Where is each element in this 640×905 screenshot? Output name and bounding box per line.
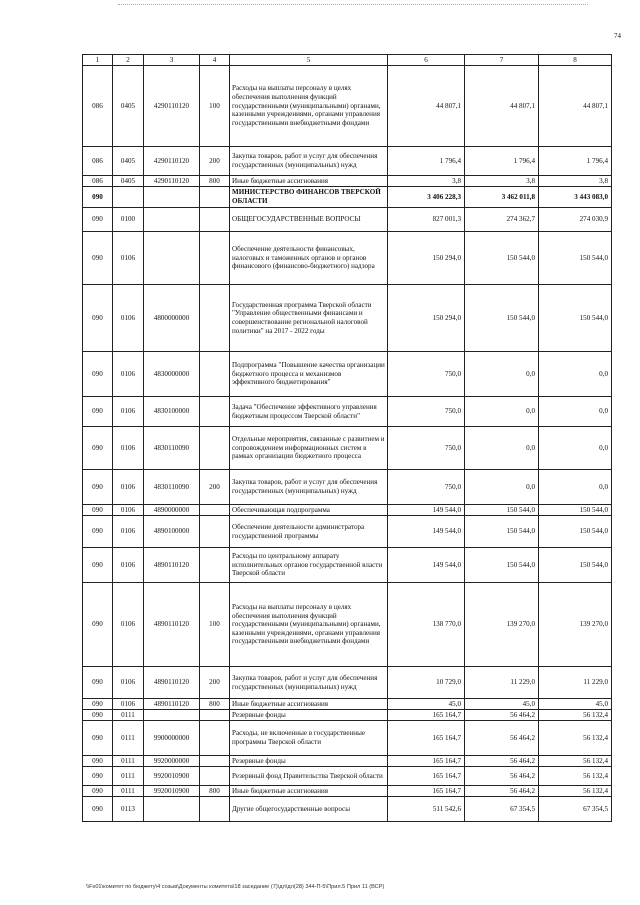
section-cell: 0405 <box>113 66 144 147</box>
amount-year3-cell: 150 544,0 <box>539 505 612 516</box>
amount-year2-cell: 150 544,0 <box>465 285 539 352</box>
section-cell: 0106 <box>113 699 144 710</box>
target-code-cell: 4890110120 <box>144 699 200 710</box>
target-code-cell: 4890000000 <box>144 505 200 516</box>
code-cell: 086 <box>83 147 113 176</box>
section-cell: 0405 <box>113 147 144 176</box>
expense-type-cell: 800 <box>200 786 230 797</box>
expense-type-cell: 800 <box>200 699 230 710</box>
section-cell: 0106 <box>113 232 144 285</box>
code-cell: 090 <box>83 208 113 232</box>
budget-table <box>82 54 612 822</box>
code-cell: 090 <box>83 505 113 516</box>
table-row <box>83 721 612 756</box>
amount-year1-cell: 750,0 <box>388 470 465 505</box>
table-body <box>83 55 612 822</box>
column-header: 1 <box>83 55 113 66</box>
table-row <box>83 352 612 397</box>
section-cell: 0100 <box>113 208 144 232</box>
amount-year1-cell: 149 544,0 <box>388 516 465 548</box>
section-cell <box>113 187 144 208</box>
column-header: 2 <box>113 55 144 66</box>
amount-year3-cell: 150 544,0 <box>539 285 612 352</box>
amount-year2-cell: 0,0 <box>465 352 539 397</box>
column-header: 7 <box>465 55 539 66</box>
expense-type-cell <box>200 352 230 397</box>
amount-year3-cell: 0,0 <box>539 470 612 505</box>
code-cell: 090 <box>83 756 113 767</box>
code-cell: 090 <box>83 767 113 786</box>
section-cell: 0111 <box>113 767 144 786</box>
table-row <box>83 176 612 187</box>
amount-year1-cell: 150 294,0 <box>388 285 465 352</box>
item-name-cell: Иные бюджетные ассигнования <box>230 176 388 187</box>
section-cell: 0111 <box>113 710 144 721</box>
section-cell: 0106 <box>113 548 144 583</box>
section-cell: 0111 <box>113 756 144 767</box>
target-code-cell: 4830000000 <box>144 352 200 397</box>
code-cell: 086 <box>83 176 113 187</box>
item-name-cell: Закупка товаров, работ и услуг для обеспечения государственных (муниципальных) нужд <box>230 147 388 176</box>
table-row <box>83 767 612 786</box>
item-name-cell: Обеспечивающая подпрограмма <box>230 505 388 516</box>
item-name-cell: Обеспечение деятельности администратора государственной программы <box>230 516 388 548</box>
target-code-cell: 9920000000 <box>144 756 200 767</box>
amount-year3-cell: 67 354,5 <box>539 797 612 822</box>
amount-year3-cell: 56 132,4 <box>539 786 612 797</box>
target-code-cell: 9900000000 <box>144 721 200 756</box>
target-code-cell <box>144 797 200 822</box>
code-cell: 090 <box>83 285 113 352</box>
amount-year3-cell: 3 443 083,0 <box>539 187 612 208</box>
amount-year2-cell: 150 544,0 <box>465 548 539 583</box>
item-name-cell: Расходы на выплаты персоналу в целях обеспечения выполнения функций государственными (муниципальными) органами, казенными учреждениями, органами управления государственными внебюджетными фондами <box>230 583 388 667</box>
table-row <box>83 710 612 721</box>
item-name-cell: Иные бюджетные ассигнования <box>230 699 388 710</box>
amount-year2-cell: 3 462 011,8 <box>465 187 539 208</box>
table-row <box>83 208 612 232</box>
target-code-cell: 4290110120 <box>144 66 200 147</box>
amount-year1-cell: 750,0 <box>388 427 465 470</box>
expense-type-cell <box>200 710 230 721</box>
expense-type-cell <box>200 285 230 352</box>
amount-year1-cell: 827 001,3 <box>388 208 465 232</box>
code-cell: 090 <box>83 786 113 797</box>
section-cell: 0106 <box>113 667 144 699</box>
amount-year3-cell: 45,0 <box>539 699 612 710</box>
item-name-cell: Государственная программа Тверской области "Управление общественными финансами и совершенствование региональной налоговой политики" на 2017 - 2022 годы <box>230 285 388 352</box>
section-cell: 0106 <box>113 352 144 397</box>
code-cell: 090 <box>83 699 113 710</box>
section-cell: 0405 <box>113 176 144 187</box>
amount-year3-cell: 150 544,0 <box>539 232 612 285</box>
table-row <box>83 147 612 176</box>
table-row <box>83 667 612 699</box>
target-code-cell <box>144 208 200 232</box>
column-header: 8 <box>539 55 612 66</box>
table-row <box>83 66 612 147</box>
expense-type-cell: 800 <box>200 176 230 187</box>
section-cell: 0106 <box>113 470 144 505</box>
expense-type-cell <box>200 232 230 285</box>
item-name-cell: Расходы на выплаты персоналу в целях обеспечения выполнения функций государственными (муниципальными) органами, казенными учреждениями, органами управления государственными внебюджетными фондами <box>230 66 388 147</box>
expense-type-cell: 200 <box>200 147 230 176</box>
expense-type-cell <box>200 797 230 822</box>
amount-year1-cell: 1 796,4 <box>388 147 465 176</box>
column-header: 3 <box>144 55 200 66</box>
amount-year3-cell: 56 132,4 <box>539 710 612 721</box>
amount-year3-cell: 3,8 <box>539 176 612 187</box>
section-cell: 0106 <box>113 397 144 427</box>
section-cell: 0106 <box>113 285 144 352</box>
amount-year2-cell: 150 544,0 <box>465 232 539 285</box>
expense-type-cell <box>200 721 230 756</box>
amount-year2-cell: 44 807,1 <box>465 66 539 147</box>
amount-year2-cell: 0,0 <box>465 427 539 470</box>
expense-type-cell <box>200 516 230 548</box>
expense-type-cell <box>200 187 230 208</box>
item-name-cell: Закупка товаров, работ и услуг для обеспечения государственных (муниципальных) нужд <box>230 667 388 699</box>
target-code-cell: 9920010900 <box>144 767 200 786</box>
table-row <box>83 786 612 797</box>
amount-year3-cell: 56 132,4 <box>539 756 612 767</box>
target-code-cell: 4890100000 <box>144 516 200 548</box>
item-name-cell: Задача "Обеспечение эффективного управления бюджетным процессом Тверской области" <box>230 397 388 427</box>
target-code-cell: 4800000000 <box>144 285 200 352</box>
amount-year2-cell: 139 270,0 <box>465 583 539 667</box>
amount-year2-cell: 274 362,7 <box>465 208 539 232</box>
target-code-cell <box>144 232 200 285</box>
code-cell: 090 <box>83 427 113 470</box>
section-cell: 0113 <box>113 797 144 822</box>
amount-year2-cell: 56 464,2 <box>465 721 539 756</box>
code-cell: 090 <box>83 352 113 397</box>
code-cell: 090 <box>83 470 113 505</box>
code-cell: 090 <box>83 516 113 548</box>
target-code-cell: 4890110120 <box>144 583 200 667</box>
file-path-footer: \\Fs01\комитет по бюджету\4 созыв\Документы комитета\18 заседание (7)\дл\дл(28) 344-П-5\Прил.5 Прил 11 (ВСР) <box>86 884 385 890</box>
amount-year2-cell: 150 544,0 <box>465 505 539 516</box>
amount-year3-cell: 0,0 <box>539 352 612 397</box>
amount-year1-cell: 165 164,7 <box>388 756 465 767</box>
item-name-cell: Расходы, не включенные в государственные программы Тверской области <box>230 721 388 756</box>
target-code-cell: 4890110120 <box>144 548 200 583</box>
amount-year2-cell: 56 464,2 <box>465 756 539 767</box>
table-row <box>83 427 612 470</box>
table-row <box>83 187 612 208</box>
section-cell: 0111 <box>113 786 144 797</box>
amount-year1-cell: 750,0 <box>388 352 465 397</box>
table-row <box>83 285 612 352</box>
target-code-cell <box>144 710 200 721</box>
table-row <box>83 583 612 667</box>
item-name-cell: Резервные фонды <box>230 756 388 767</box>
expense-type-cell <box>200 397 230 427</box>
amount-year3-cell: 0,0 <box>539 427 612 470</box>
target-code-cell: 4830110090 <box>144 470 200 505</box>
amount-year1-cell: 165 164,7 <box>388 767 465 786</box>
amount-year1-cell: 511 542,6 <box>388 797 465 822</box>
column-header: 4 <box>200 55 230 66</box>
amount-year1-cell: 165 164,7 <box>388 786 465 797</box>
amount-year3-cell: 0,0 <box>539 397 612 427</box>
expense-type-cell <box>200 756 230 767</box>
amount-year3-cell: 11 229,0 <box>539 667 612 699</box>
amount-year1-cell: 44 807,1 <box>388 66 465 147</box>
amount-year3-cell: 56 132,4 <box>539 767 612 786</box>
amount-year1-cell: 3 406 228,3 <box>388 187 465 208</box>
amount-year2-cell: 150 544,0 <box>465 516 539 548</box>
item-name-cell: Подпрограмма "Повышение качества организации бюджетного процесса и механизмов эффективного бюджетирования" <box>230 352 388 397</box>
target-code-cell: 9920010900 <box>144 786 200 797</box>
expense-type-cell <box>200 427 230 470</box>
page-number: 74 <box>614 32 621 40</box>
code-cell: 090 <box>83 721 113 756</box>
expense-type-cell: 200 <box>200 470 230 505</box>
amount-year2-cell: 0,0 <box>465 397 539 427</box>
section-cell: 0106 <box>113 505 144 516</box>
amount-year1-cell: 138 770,0 <box>388 583 465 667</box>
item-name-cell: Отдельные мероприятия, связанные с развитием и сопровождением информационных систем в рамках организации бюджетного процесса <box>230 427 388 470</box>
amount-year2-cell: 0,0 <box>465 470 539 505</box>
column-header: 5 <box>230 55 388 66</box>
amount-year2-cell: 1 796,4 <box>465 147 539 176</box>
section-cell: 0106 <box>113 583 144 667</box>
item-name-cell: Расходы по центральному аппарату исполнительных органов государственной власти Тверской области <box>230 548 388 583</box>
amount-year3-cell: 139 270,0 <box>539 583 612 667</box>
code-cell: 090 <box>83 797 113 822</box>
expense-type-cell: 100 <box>200 583 230 667</box>
amount-year2-cell: 56 464,2 <box>465 767 539 786</box>
amount-year1-cell: 150 294,0 <box>388 232 465 285</box>
expense-type-cell: 100 <box>200 66 230 147</box>
amount-year1-cell: 3,8 <box>388 176 465 187</box>
item-name-cell: Другие общегосударственные вопросы <box>230 797 388 822</box>
amount-year2-cell: 11 229,0 <box>465 667 539 699</box>
expense-type-cell: 200 <box>200 667 230 699</box>
table-row <box>83 516 612 548</box>
amount-year1-cell: 149 544,0 <box>388 548 465 583</box>
expense-type-cell <box>200 208 230 232</box>
table-row <box>83 797 612 822</box>
amount-year3-cell: 150 544,0 <box>539 548 612 583</box>
item-name-cell: Резервные фонды <box>230 710 388 721</box>
code-cell: 090 <box>83 548 113 583</box>
amount-year2-cell: 45,0 <box>465 699 539 710</box>
amount-year2-cell: 56 464,2 <box>465 710 539 721</box>
column-number-row <box>83 55 612 66</box>
code-cell: 090 <box>83 232 113 285</box>
code-cell: 086 <box>83 66 113 147</box>
amount-year1-cell: 10 729,0 <box>388 667 465 699</box>
code-cell: 090 <box>83 583 113 667</box>
table-row <box>83 548 612 583</box>
amount-year1-cell: 165 164,7 <box>388 721 465 756</box>
code-cell: 090 <box>83 710 113 721</box>
table-row <box>83 505 612 516</box>
amount-year2-cell: 56 464,2 <box>465 786 539 797</box>
item-name-cell: Закупка товаров, работ и услуг для обеспечения государственных (муниципальных) нужд <box>230 470 388 505</box>
amount-year3-cell: 274 030,9 <box>539 208 612 232</box>
item-name-cell: Обеспечение деятельности финансовых, налоговых и таможенных органов и органов финансового (финансово-бюджетного) надзора <box>230 232 388 285</box>
target-code-cell: 4890110120 <box>144 667 200 699</box>
target-code-cell <box>144 187 200 208</box>
amount-year3-cell: 56 132,4 <box>539 721 612 756</box>
code-cell: 090 <box>83 397 113 427</box>
code-cell: 090 <box>83 187 113 208</box>
target-code-cell: 4290110120 <box>144 176 200 187</box>
target-code-cell: 4290110120 <box>144 147 200 176</box>
expense-type-cell <box>200 767 230 786</box>
code-cell: 090 <box>83 667 113 699</box>
table-row <box>83 699 612 710</box>
table-row <box>83 470 612 505</box>
expense-type-cell <box>200 548 230 583</box>
item-name-cell: ОБЩЕГОСУДАРСТВЕННЫЕ ВОПРОСЫ <box>230 208 388 232</box>
target-code-cell: 4830100000 <box>144 397 200 427</box>
table-row <box>83 232 612 285</box>
amount-year2-cell: 3,8 <box>465 176 539 187</box>
amount-year3-cell: 44 807,1 <box>539 66 612 147</box>
table-row <box>83 397 612 427</box>
amount-year1-cell: 165 164,7 <box>388 710 465 721</box>
section-cell: 0111 <box>113 721 144 756</box>
table-row <box>83 756 612 767</box>
item-name-cell: Иные бюджетные ассигнования <box>230 786 388 797</box>
item-name-cell: Резервный фонд Правительства Тверской области <box>230 767 388 786</box>
expense-type-cell <box>200 505 230 516</box>
amount-year3-cell: 1 796,4 <box>539 147 612 176</box>
column-header: 6 <box>388 55 465 66</box>
target-code-cell: 4830110090 <box>144 427 200 470</box>
amount-year3-cell: 150 544,0 <box>539 516 612 548</box>
amount-year1-cell: 750,0 <box>388 397 465 427</box>
scan-artifact-line <box>118 4 588 6</box>
item-name-cell: МИНИСТЕРСТВО ФИНАНСОВ ТВЕРСКОЙ ОБЛАСТИ <box>230 187 388 208</box>
section-cell: 0106 <box>113 516 144 548</box>
amount-year1-cell: 45,0 <box>388 699 465 710</box>
amount-year2-cell: 67 354,5 <box>465 797 539 822</box>
amount-year1-cell: 149 544,0 <box>388 505 465 516</box>
section-cell: 0106 <box>113 427 144 470</box>
